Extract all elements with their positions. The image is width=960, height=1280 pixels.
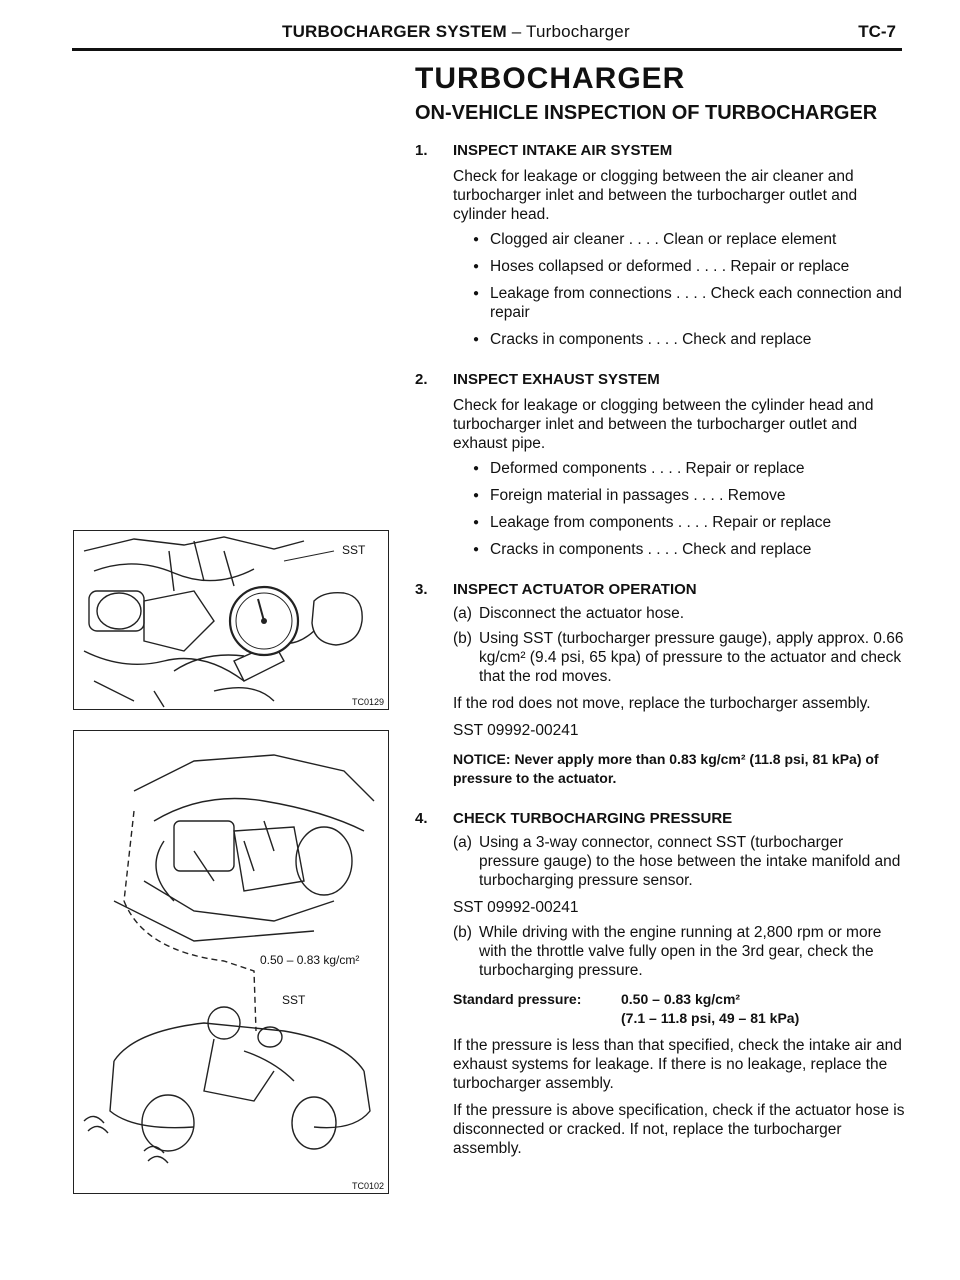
list-item: ● Cracks in components . . . . Check and replace: [473, 540, 905, 559]
header-title-bold: TURBOCHARGER SYSTEM: [282, 22, 507, 41]
figure-code: TC0129: [351, 697, 384, 707]
section-number: 2.: [415, 371, 428, 388]
list-item: ● Foreign material in passages . . . . Remove: [473, 486, 905, 505]
step-label: (b): [453, 924, 472, 941]
list-item: ● Deformed components . . . . Repair or replace: [473, 459, 905, 478]
list-item: ● Leakage from components . . . . Repair or replace: [473, 513, 905, 532]
spec-value-imperial: (7.1 – 11.8 psi, 49 – 81 kPa): [621, 1010, 800, 1026]
paragraph: If the pressure is less than that specified, check the intake air and exhaust systems for leakage. If there is no leakage, replace the turbocharger assembly.: [453, 1037, 902, 1092]
section-actuator: [415, 581, 905, 788]
main-content: [415, 62, 905, 1180]
list-item: ● Clogged air cleaner . . . . Clean or replace element: [473, 230, 905, 249]
list-item: ● Leakage from connections . . . . Check each connection and repair: [473, 284, 905, 322]
header-title: [282, 22, 630, 42]
section-pressure: [415, 810, 905, 1158]
section-number: 3.: [415, 581, 428, 598]
sst-number: SST 09992-00241: [453, 722, 579, 739]
step-text: Using SST (turbocharger pressure gauge), apply approx. 0.66 kg/cm² (9.4 psi, 65 kpa) of pressure to the actuator and check that the rod moves.: [479, 630, 904, 685]
step-a: [453, 604, 905, 623]
step-label: (a): [453, 834, 472, 851]
sst-label: SST: [282, 993, 306, 1007]
standard-pressure: [453, 990, 905, 1028]
section-number: 4.: [415, 810, 428, 827]
bullet-list: [473, 459, 905, 559]
paragraph: Check for leakage or clogging between the cylinder head and turbocharger inlet and between the turbocharger outlet and exhaust pipe.: [453, 397, 874, 452]
section-number: 1.: [415, 142, 428, 159]
step-label: (b): [453, 630, 472, 647]
step-a: [453, 833, 905, 890]
section-title: INSPECT INTAKE AIR SYSTEM: [453, 142, 673, 159]
section-heading: [415, 142, 905, 159]
figure-gauge-on-actuator: [73, 530, 389, 710]
paragraph: If the rod does not move, replace the turbocharger assembly.: [453, 695, 871, 712]
engine-gauge-illustration: [74, 531, 388, 709]
figure-pressure-check: [73, 730, 389, 1194]
spec-value-metric: 0.50 – 0.83 kg/cm²: [621, 991, 741, 1007]
header-rule: [72, 48, 902, 51]
bullet-list: [473, 230, 905, 349]
page-title: TURBOCHARGER: [415, 62, 686, 95]
paragraph: If the pressure is above specification, check if the actuator hose is disconnected or cracked. If not, replace the turbocharger assembly.: [453, 1102, 905, 1157]
section-heading: [415, 371, 905, 388]
section-title: INSPECT EXHAUST SYSTEM: [453, 371, 660, 388]
list-item: ● Hoses collapsed or deformed . . . . Repair or replace: [473, 257, 905, 276]
page-subtitle: ON-VEHICLE INSPECTION OF TURBOCHARGER: [415, 102, 878, 124]
page-header: [72, 20, 902, 48]
step-text: Using a 3-way connector, connect SST (turbocharger pressure gauge) to the hose between the intake manifold and turbocharging pressure sensor.: [479, 834, 901, 889]
notice: NOTICE: Never apply more than 0.83 kg/cm² (11.8 psi, 81 kPa) of pressure to the actuator.: [453, 751, 879, 786]
section-exhaust: [415, 371, 905, 559]
step-text: Disconnect the actuator hose.: [479, 605, 685, 622]
section-heading: [415, 581, 905, 598]
spec-label: Standard pressure:: [453, 991, 582, 1007]
spec-values: [621, 990, 799, 1028]
figure-code: TC0102: [351, 1181, 384, 1191]
step-label: (a): [453, 605, 472, 622]
list-item: ● Cracks in components . . . . Check and replace: [473, 330, 905, 349]
section-intake-air: [415, 142, 905, 349]
step-b: [453, 629, 905, 686]
paragraph: Check for leakage or clogging between the air cleaner and turbocharger inlet and between the turbocharger outlet and cylinder head.: [453, 168, 858, 223]
sst-number: SST 09992-00241: [453, 899, 579, 916]
header-title-rest: – Turbocharger: [506, 22, 630, 41]
step-text: While driving with the engine running at 2,800 rpm or more with the throttle valve fully open in the 3rd gear, check the turbocharging pressure.: [479, 924, 882, 979]
section-title: INSPECT ACTUATOR OPERATION: [453, 581, 697, 598]
pressure-label: 0.50 – 0.83 kg/cm²: [260, 953, 360, 967]
step-b: [453, 923, 905, 980]
sst-label: SST: [342, 543, 366, 557]
page-number: TC-7: [858, 22, 896, 41]
section-title: CHECK TURBOCHARGING PRESSURE: [453, 810, 733, 827]
section-heading: [415, 810, 905, 827]
